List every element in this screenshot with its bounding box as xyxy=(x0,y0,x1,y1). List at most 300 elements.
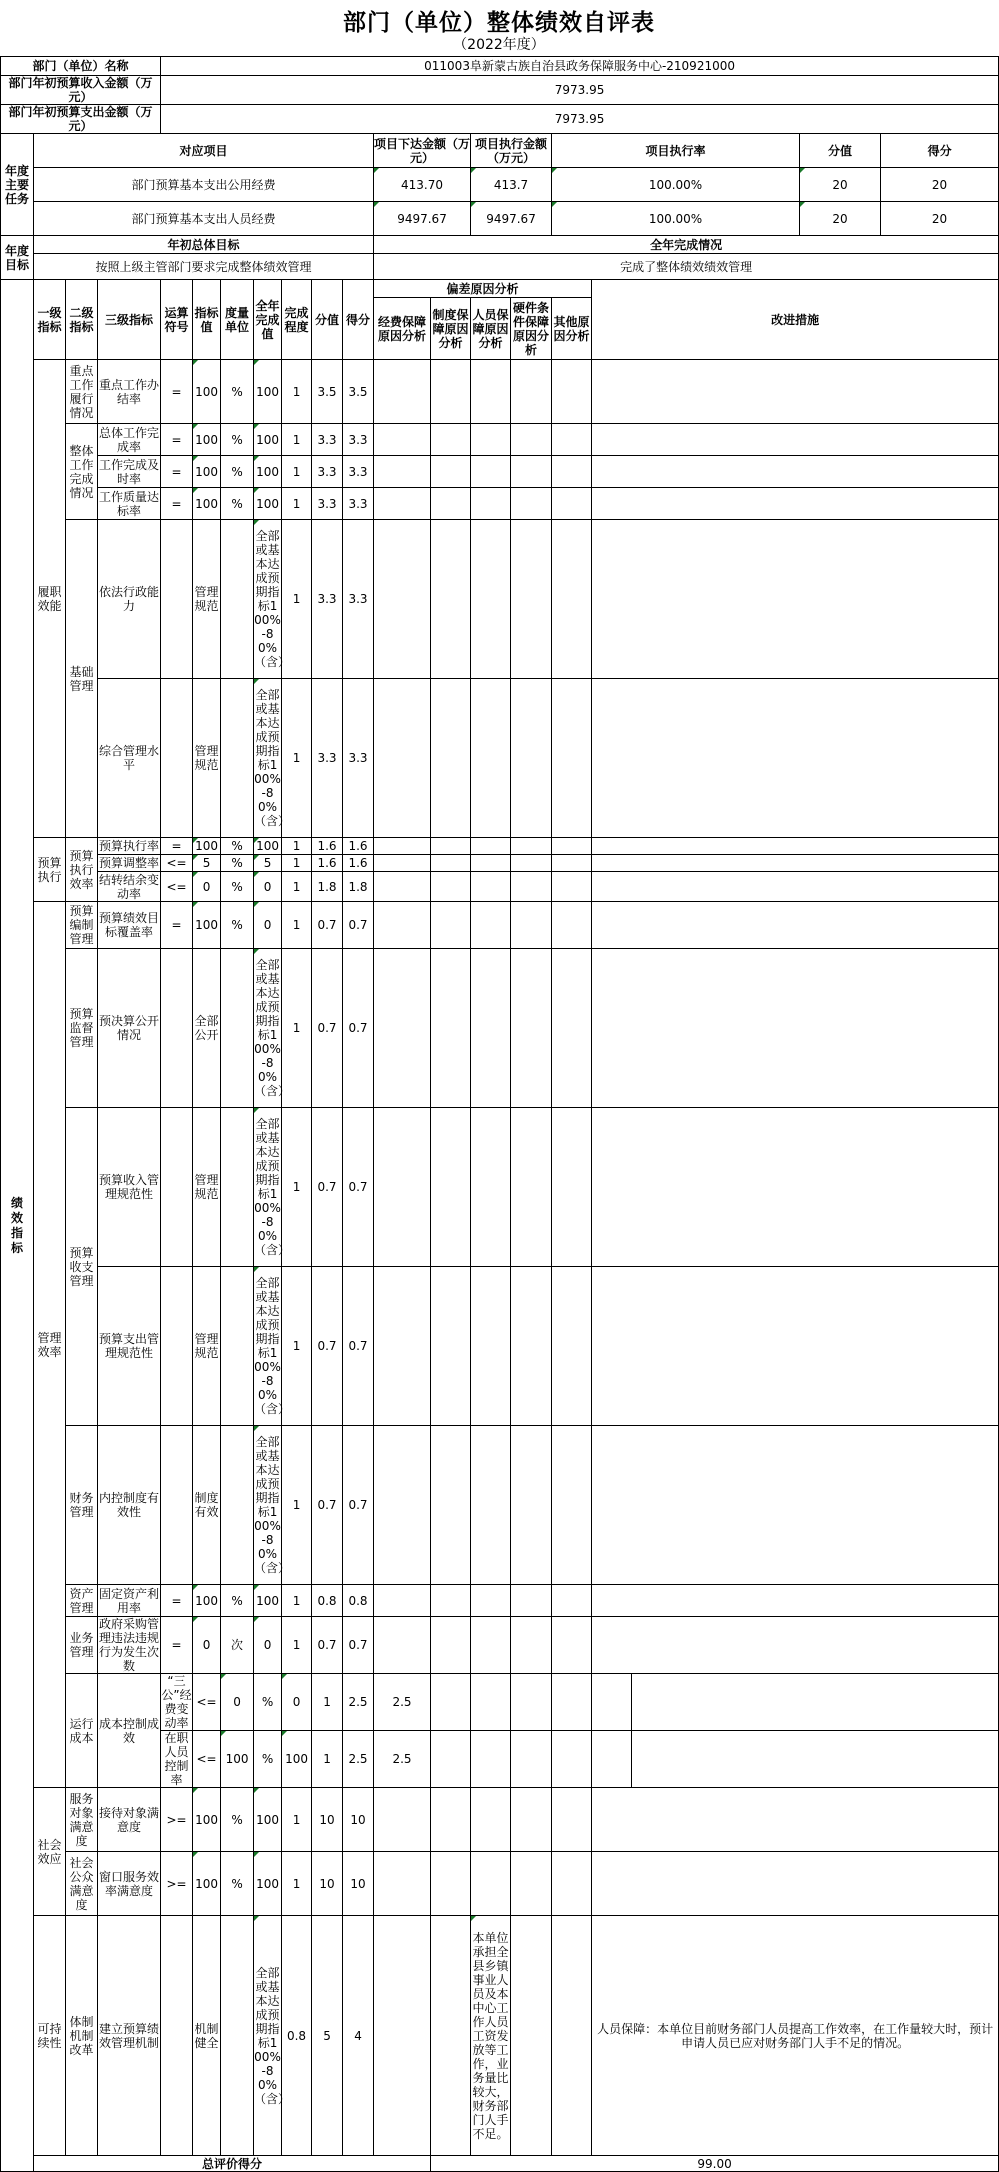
dev-funding xyxy=(374,949,431,1108)
dev-staff xyxy=(471,424,511,456)
dev-funding xyxy=(374,679,431,838)
page-subtitle: （2022年度） xyxy=(453,37,545,53)
dev-other xyxy=(552,1426,592,1585)
task-row-got: 20 xyxy=(881,202,999,236)
dev-system xyxy=(431,1788,471,1852)
improve-cell xyxy=(592,838,999,855)
improve-cell xyxy=(592,1267,999,1426)
indicator-degree: 1 xyxy=(282,838,312,855)
indicator-degree: 1 xyxy=(312,1731,343,1788)
indicator-actual: 100 xyxy=(254,838,282,855)
task-row-executed: 9497.67 xyxy=(471,202,552,236)
indicator-actual: 100 xyxy=(254,424,282,456)
indicator-target: 100 xyxy=(193,488,221,520)
header-dev-funding: 经费保障原因分析 xyxy=(374,298,431,360)
dev-funding xyxy=(374,488,431,520)
indicator-name: 预算调整率 xyxy=(99,856,160,870)
dev-funding xyxy=(374,1585,431,1617)
indicator-degree: 1 xyxy=(282,1788,312,1852)
indicator-unit: % xyxy=(221,902,254,949)
dev-other xyxy=(552,1916,592,2156)
indicator-actual: 100 xyxy=(254,1852,282,1916)
indicator-name: 接待对象满意度 xyxy=(98,1788,161,1852)
indicator-degree: 1 xyxy=(282,1617,312,1674)
indicator-op xyxy=(161,1426,193,1585)
dev-funding xyxy=(374,1852,431,1916)
dev-staff xyxy=(471,1852,511,1916)
dev-hardware xyxy=(511,872,552,902)
indicator-got: 10 xyxy=(343,1852,374,1916)
l1-cost: 运行成本 xyxy=(66,1674,98,1788)
indicator-unit: % xyxy=(221,872,254,902)
indicator-actual: 0 xyxy=(254,902,282,949)
indicator-unit: % xyxy=(221,1788,254,1852)
indicator-unit xyxy=(221,1267,254,1426)
dev-funding xyxy=(374,872,431,902)
l2-system: 体制机制改革 xyxy=(66,1916,98,2156)
improve-cell xyxy=(632,1731,999,1788)
indicator-unit: % xyxy=(221,1852,254,1916)
indicator-score: 2.5 xyxy=(343,1731,374,1788)
dev-staff: 本单位承担全县乡镇事业人员及本中心工作人员工资发放等工作，业务量比较大，财务部门人手不足。 xyxy=(471,1916,511,2156)
dev-funding xyxy=(374,1788,431,1852)
l2-basic: 基础管理 xyxy=(66,520,98,838)
tasks-header-rate: 项目执行率 xyxy=(552,134,800,168)
indicator-target: 管理规范 xyxy=(193,1267,221,1426)
dev-system xyxy=(431,1585,471,1617)
dev-other xyxy=(552,424,592,456)
dev-funding xyxy=(431,1731,471,1788)
indicator-op xyxy=(161,679,193,838)
indicator-name: 建立预算绩效管理机制 xyxy=(98,1916,161,2156)
indicator-name: 结转结余变动率 xyxy=(99,872,160,901)
header-improve: 改进措施 xyxy=(592,280,999,360)
indicator-target: 100 xyxy=(193,838,221,855)
indicator-op: = xyxy=(161,488,193,520)
indicator-name: 重点工作办结率 xyxy=(98,360,161,424)
indicator-target: 管理规范 xyxy=(193,520,221,679)
expense-value: 7973.95 xyxy=(161,105,999,134)
dev-funding xyxy=(374,1617,431,1674)
dev-hardware xyxy=(552,1674,592,1731)
l2-budget-inout: 预算收支管理 xyxy=(66,1108,98,1426)
dev-staff xyxy=(471,360,511,424)
indicator-score: 0.7 xyxy=(312,902,343,949)
dev-system xyxy=(431,1852,471,1916)
indicator-got: 3.3 xyxy=(343,488,374,520)
dev-funding xyxy=(374,1108,431,1267)
indicator-unit: % xyxy=(221,488,254,520)
indicator-name: 在职人员控制率 xyxy=(161,1731,193,1788)
indicator-actual: 全部或基本达成预期指标100%-80%（含） xyxy=(254,520,282,679)
tasks-section-label: 年度主要任务 xyxy=(1,134,34,236)
indicator-actual: 100 xyxy=(254,360,282,424)
dev-other xyxy=(592,1674,632,1731)
dev-other xyxy=(552,1788,592,1852)
dev-staff xyxy=(471,679,511,838)
indicator-target: 0 xyxy=(221,1674,254,1731)
expense-label: 部门年初预算支出金额（万元） xyxy=(1,105,161,134)
indicator-op xyxy=(161,1916,193,2156)
indicator-got: 1.6 xyxy=(343,855,374,872)
indicator-score: 1.8 xyxy=(312,872,343,902)
indicator-actual: 全部或基本达成预期指标100%-80%（含） xyxy=(254,1426,282,1585)
indicator-name: 综合管理水平 xyxy=(98,679,161,838)
improve-cell xyxy=(592,872,999,902)
indicator-op: = xyxy=(161,456,193,488)
indicator-name: 预算支出管理规范性 xyxy=(98,1267,161,1426)
improve-cell xyxy=(592,360,999,424)
income-value: 7973.95 xyxy=(161,76,999,105)
indicator-target: 管理规范 xyxy=(193,679,221,838)
indicator-name: 预决算公开情况 xyxy=(98,949,161,1108)
tasks-header-issued: 项目下达金额（万元） xyxy=(374,134,471,168)
l2-cost-ctrl: 成本控制成效 xyxy=(98,1674,161,1788)
l1-social: 社会效应 xyxy=(34,1788,66,1916)
dev-staff xyxy=(471,838,511,855)
dev-staff xyxy=(471,949,511,1108)
dev-funding xyxy=(374,1916,431,2156)
indicator-score: 3.5 xyxy=(312,360,343,424)
indicator-got: 0.7 xyxy=(343,1426,374,1585)
indicator-degree: 1 xyxy=(282,1267,312,1426)
header-score: 分值 xyxy=(312,280,343,360)
indicator-unit xyxy=(221,520,254,679)
indicator-got: 3.5 xyxy=(343,360,374,424)
improve-cell xyxy=(592,902,999,949)
indicator-score: 2.5 xyxy=(343,1674,374,1731)
l1-duty: 履职效能 xyxy=(34,360,66,838)
indicator-degree: 1 xyxy=(282,902,312,949)
indicator-target: 100 xyxy=(193,360,221,424)
improve-cell xyxy=(632,1674,999,1731)
dev-hardware xyxy=(511,1852,552,1916)
dev-other xyxy=(552,1267,592,1426)
indicator-score: 3.3 xyxy=(312,456,343,488)
task-row-name: 部门预算基本支出人员经费 xyxy=(34,202,374,236)
improve-cell xyxy=(592,424,999,456)
indicator-degree: 1 xyxy=(282,424,312,456)
indicator-unit: % xyxy=(254,1731,282,1788)
indicator-target: 5 xyxy=(193,855,221,872)
dev-staff xyxy=(471,872,511,902)
indicator-actual: 100 xyxy=(254,456,282,488)
indicator-name: 内控制度有效性 xyxy=(98,1426,161,1585)
dev-system xyxy=(431,1426,471,1585)
indicator-actual: 全部或基本达成预期指标100%-80%（含） xyxy=(254,1267,282,1426)
task-row-issued: 9497.67 xyxy=(374,202,471,236)
header-got: 得分 xyxy=(343,280,374,360)
indicator-op xyxy=(161,1108,193,1267)
indicator-unit: % xyxy=(221,1585,254,1617)
indicator-target: 100 xyxy=(193,456,221,488)
tasks-header-executed: 项目执行金额（万元） xyxy=(471,134,552,168)
dev-funding xyxy=(374,520,431,679)
improve-cell xyxy=(592,1426,999,1585)
l2-budget-super: 预算监督管理 xyxy=(66,949,98,1108)
l2-overall: 整体工作完成情况 xyxy=(66,424,98,520)
indicator-op: <= xyxy=(193,1731,221,1788)
indicator-got: 0.7 xyxy=(343,1617,374,1674)
header-level1: 一级指标 xyxy=(34,280,66,360)
indicator-name: 固定资产利用率 xyxy=(99,1586,160,1615)
dev-staff xyxy=(471,488,511,520)
indicator-got: 1.8 xyxy=(343,872,374,902)
indicator-actual: 全部或基本达成预期指标100%-80%（含） xyxy=(254,1108,282,1267)
indicator-op: = xyxy=(161,424,193,456)
indicator-op: <= xyxy=(161,855,193,872)
dev-funding xyxy=(374,1426,431,1585)
performance-table xyxy=(0,56,999,2172)
l2-asset: 资产管理 xyxy=(66,1585,98,1617)
indicator-score: 5 xyxy=(312,1916,343,2156)
indicator-score: 1.6 xyxy=(312,855,343,872)
indicator-got: 0.7 xyxy=(343,1267,374,1426)
improve-cell xyxy=(592,855,999,872)
dev-other xyxy=(552,1585,592,1617)
dev-hardware xyxy=(511,838,552,855)
dev-staff xyxy=(471,1788,511,1852)
indicator-score: 3.3 xyxy=(312,488,343,520)
indicator-unit: % xyxy=(254,1674,282,1731)
indicator-score: 3.3 xyxy=(312,520,343,679)
indicator-degree: 1 xyxy=(282,949,312,1108)
dev-system xyxy=(471,1674,511,1731)
dev-hardware xyxy=(511,1617,552,1674)
indicator-got: 4 xyxy=(343,1916,374,2156)
indicator-name: 窗口服务效率满意度 xyxy=(98,1852,161,1916)
header-operator: 运算符号 xyxy=(161,280,193,360)
dev-hardware xyxy=(511,1426,552,1585)
unit-name-label: 部门（单位）名称 xyxy=(1,57,161,76)
dev-staff xyxy=(511,1731,552,1788)
dev-system xyxy=(431,360,471,424)
dev-system xyxy=(431,456,471,488)
task-row-score: 20 xyxy=(800,168,881,202)
dev-hardware xyxy=(511,1585,552,1617)
indicator-degree: 1 xyxy=(282,1426,312,1585)
indicator-got: 1.6 xyxy=(343,838,374,855)
improve-cell xyxy=(592,488,999,520)
dev-other xyxy=(552,855,592,872)
page-title: 部门（单位）整体绩效自评表 xyxy=(343,10,655,36)
dev-hardware xyxy=(511,520,552,679)
indicator-target: 0 xyxy=(193,1617,221,1674)
dev-other xyxy=(552,949,592,1108)
task-row-score: 20 xyxy=(800,202,881,236)
indicator-target: 管理规范 xyxy=(193,1108,221,1267)
dev-hardware xyxy=(511,949,552,1108)
dev-hardware xyxy=(511,360,552,424)
improve-cell xyxy=(592,456,999,488)
indicator-score: 0.7 xyxy=(312,1108,343,1267)
task-row-executed: 413.7 xyxy=(471,168,552,202)
indicator-unit: % xyxy=(221,360,254,424)
indicators-section-label: 绩效指标 xyxy=(1,280,34,2172)
goals-section-label: 年度目标 xyxy=(1,236,34,280)
dev-hardware xyxy=(511,1267,552,1426)
dev-system xyxy=(431,1617,471,1674)
indicator-name: “三公”经费变动率 xyxy=(161,1674,192,1730)
indicator-target: 100 xyxy=(193,1788,221,1852)
indicator-got: 0.7 xyxy=(343,949,374,1108)
task-row-rate: 100.00% xyxy=(552,168,800,202)
indicator-unit: % xyxy=(221,838,254,855)
dev-staff xyxy=(471,1617,511,1674)
indicator-degree: 1 xyxy=(282,488,312,520)
dev-other xyxy=(552,1852,592,1916)
indicator-degree: 0.8 xyxy=(282,1916,312,2156)
indicator-actual: 100 xyxy=(254,1788,282,1852)
indicator-target: 100 xyxy=(221,1731,254,1788)
header-level3: 三级指标 xyxy=(98,280,161,360)
indicator-score: 0.8 xyxy=(312,1585,343,1617)
header-actual: 全年完成值 xyxy=(254,280,282,360)
header-unit: 度量单位 xyxy=(221,280,254,360)
indicator-score: 10 xyxy=(312,1852,343,1916)
dev-funding xyxy=(374,855,431,872)
dev-hardware xyxy=(511,902,552,949)
indicator-target: 机制健全 xyxy=(193,1916,221,2156)
indicator-op: = xyxy=(161,838,193,855)
dev-hardware xyxy=(511,679,552,838)
indicator-op: >= xyxy=(161,1788,193,1852)
indicator-degree: 1 xyxy=(282,1585,312,1617)
dev-other xyxy=(552,872,592,902)
dev-funding xyxy=(374,902,431,949)
indicator-name: 政府采购管理违法违规行为发生次数 xyxy=(99,1617,160,1673)
dev-other xyxy=(552,1617,592,1674)
indicator-actual: 全部或基本达成预期指标100%-80%（含） xyxy=(254,949,282,1108)
dev-other xyxy=(552,679,592,838)
goals-initial-value: 按照上级主管部门要求完成整体绩效管理 xyxy=(34,254,374,280)
header-dev-other: 其他原因分析 xyxy=(552,298,592,360)
indicator-unit xyxy=(221,1108,254,1267)
income-label: 部门年初预算收入金额（万元） xyxy=(1,76,161,105)
dev-staff xyxy=(471,456,511,488)
tasks-header-got: 得分 xyxy=(881,134,999,168)
indicator-target: 100 xyxy=(193,424,221,456)
indicator-got: 3.3 xyxy=(343,456,374,488)
dev-system xyxy=(431,902,471,949)
indicator-degree: 1 xyxy=(282,360,312,424)
dev-hardware xyxy=(511,855,552,872)
dev-staff xyxy=(471,1108,511,1267)
dev-funding xyxy=(374,456,431,488)
indicator-op: >= xyxy=(161,1852,193,1916)
indicator-name: 依法行政能力 xyxy=(98,520,161,679)
dev-other xyxy=(552,488,592,520)
l2-public: 社会公众满意度 xyxy=(66,1852,98,1916)
indicator-actual: 0 xyxy=(254,1617,282,1674)
task-row-name: 部门预算基本支出公用经费 xyxy=(34,168,374,202)
indicator-actual: 全部或基本达成预期指标100%-80%（含） xyxy=(254,679,282,838)
task-row-rate: 100.00% xyxy=(552,202,800,236)
indicator-unit: 次 xyxy=(221,1617,254,1674)
indicator-degree: 1 xyxy=(282,456,312,488)
dev-staff xyxy=(511,1674,552,1731)
dev-hardware xyxy=(511,424,552,456)
indicator-got: 0.8 xyxy=(343,1585,374,1617)
indicator-op: = xyxy=(161,1585,193,1617)
improve-cell xyxy=(592,1585,999,1617)
indicator-score: 0.7 xyxy=(312,949,343,1108)
l2-service: 服务对象满意度 xyxy=(66,1788,98,1852)
header-dev-system: 制度保障原因分析 xyxy=(431,298,471,360)
indicator-unit xyxy=(221,1426,254,1585)
indicator-op: <= xyxy=(193,1674,221,1731)
dev-system xyxy=(431,1108,471,1267)
indicator-unit xyxy=(221,679,254,838)
dev-funding xyxy=(374,424,431,456)
indicator-degree: 1 xyxy=(282,1852,312,1916)
dev-funding xyxy=(374,838,431,855)
dev-staff xyxy=(471,1267,511,1426)
dev-other xyxy=(552,1108,592,1267)
improve-cell xyxy=(592,949,999,1108)
dev-system xyxy=(471,1731,511,1788)
indicator-score: 0.7 xyxy=(312,1426,343,1585)
total-label: 总评价得分 xyxy=(34,2156,431,2172)
dev-staff xyxy=(471,902,511,949)
indicator-name: 工作质量达标率 xyxy=(99,489,160,518)
improve-cell xyxy=(592,679,999,838)
dev-system xyxy=(431,488,471,520)
l2-finance: 财务管理 xyxy=(66,1426,98,1585)
indicator-unit: % xyxy=(221,456,254,488)
dev-system xyxy=(431,424,471,456)
indicator-target: 制度有效 xyxy=(193,1426,221,1585)
header-deviation: 偏差原因分析 xyxy=(374,280,592,298)
dev-system xyxy=(431,872,471,902)
dev-staff xyxy=(471,1426,511,1585)
dev-funding xyxy=(374,360,431,424)
indicator-degree: 1 xyxy=(282,1108,312,1267)
indicator-got: 3.3 xyxy=(343,679,374,838)
indicator-got: 3.3 xyxy=(343,424,374,456)
indicator-degree: 1 xyxy=(282,520,312,679)
header-target: 指标值 xyxy=(193,280,221,360)
dev-hardware xyxy=(511,1916,552,2156)
dev-system xyxy=(431,1916,471,2156)
l1-budget-exec: 预算执行 xyxy=(34,838,66,902)
dev-funding xyxy=(431,1674,471,1731)
improve-cell: 人员保障：本单位目前财务部门人员提高工作效率，在工作量较大时，预计申请人员已应对财务部门人手不足的情况。 xyxy=(592,1916,999,2156)
tasks-header-score: 分值 xyxy=(800,134,881,168)
dev-hardware xyxy=(511,456,552,488)
improve-cell xyxy=(592,1852,999,1916)
indicator-unit: % xyxy=(221,855,254,872)
indicator-op: = xyxy=(161,1617,193,1674)
indicator-got: 10 xyxy=(343,1788,374,1852)
l1-sustain: 可持续性 xyxy=(34,1916,66,2156)
l1-mgmt: 管理效率 xyxy=(34,902,66,1788)
indicator-name: 预算执行率 xyxy=(99,839,160,853)
dev-other xyxy=(552,456,592,488)
indicator-name: 预算绩效目标覆盖率 xyxy=(98,902,161,949)
indicator-name: 工作完成及时率 xyxy=(99,457,160,486)
header-degree: 完成程度 xyxy=(282,280,312,360)
header-dev-staff: 人员保障原因分析 xyxy=(471,298,511,360)
indicator-target: 100 xyxy=(193,1585,221,1617)
indicator-name: 预算收入管理规范性 xyxy=(98,1108,161,1267)
total-value: 99.00 xyxy=(431,2156,999,2172)
indicator-unit xyxy=(221,949,254,1108)
indicator-actual: 100 xyxy=(282,1731,312,1788)
indicator-degree: 1 xyxy=(282,872,312,902)
indicator-score: 10 xyxy=(312,1788,343,1852)
indicator-op xyxy=(161,520,193,679)
